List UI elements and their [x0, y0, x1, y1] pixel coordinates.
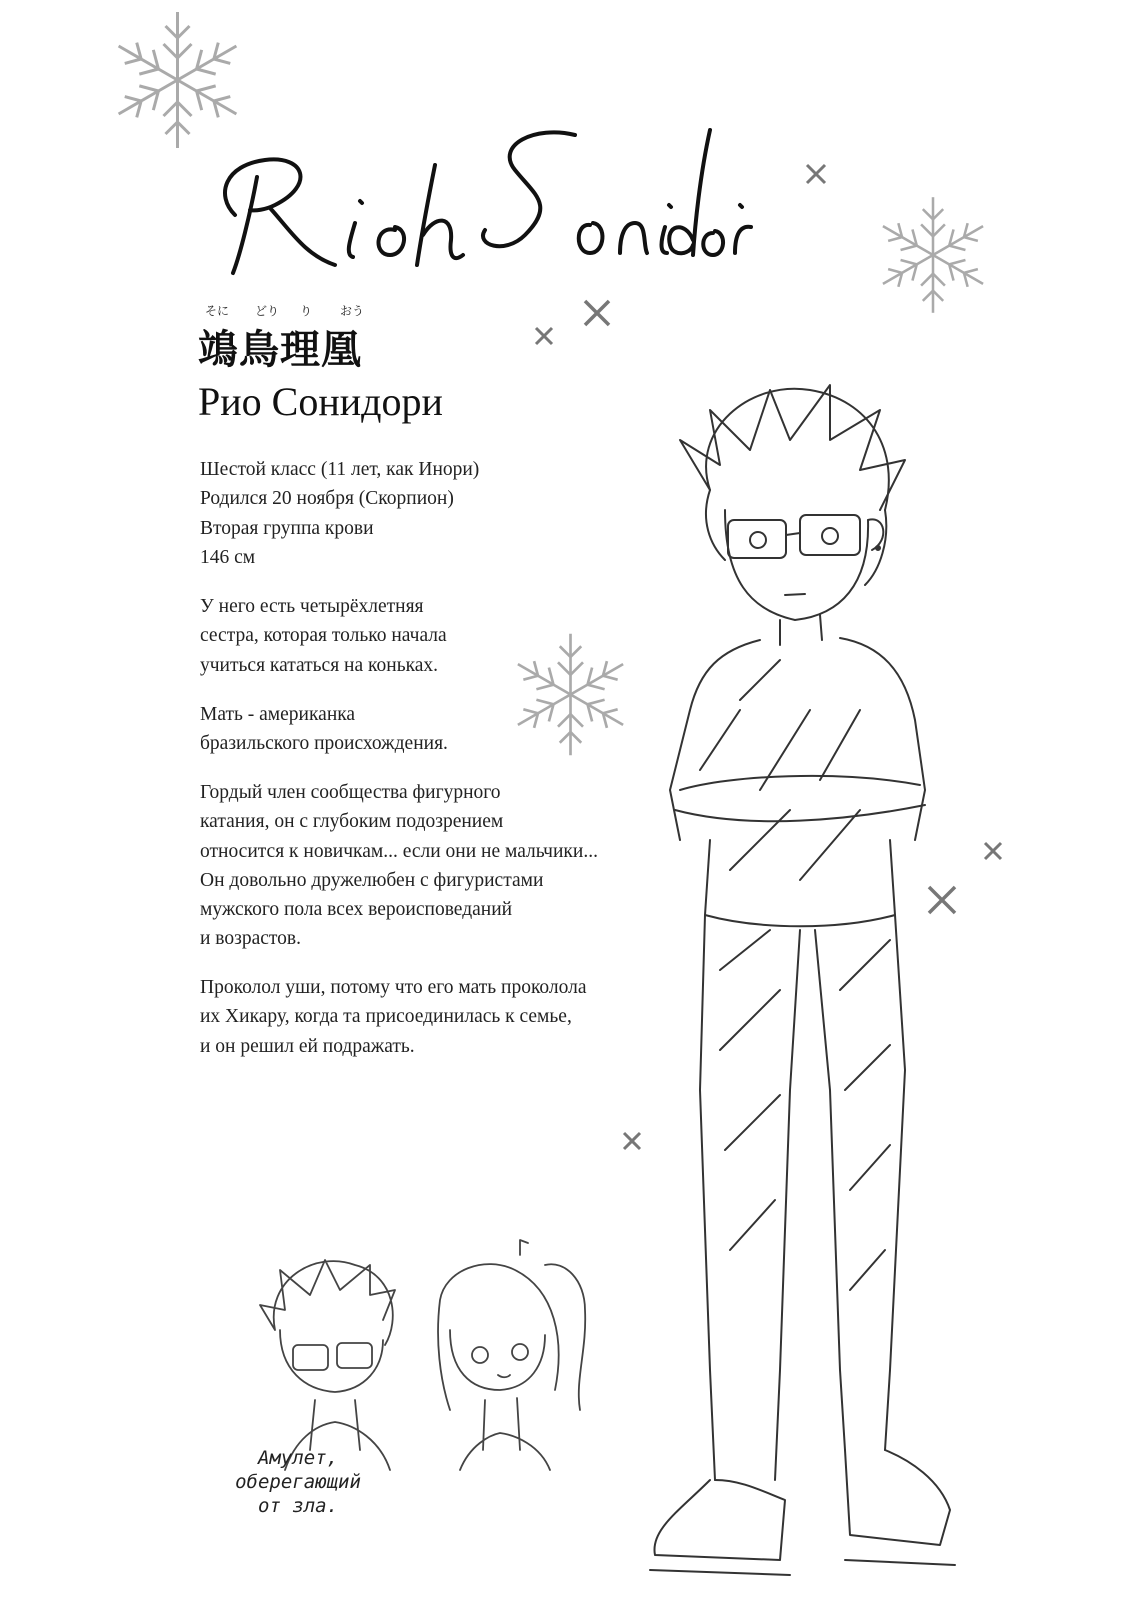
snowflake-top-right-icon [868, 195, 998, 315]
caption-line: оберегающий [235, 1471, 361, 1493]
character-sketch [640, 370, 980, 1590]
kanji-name: 鴗鳥理凰 [198, 327, 362, 373]
signature-logo [195, 105, 755, 285]
furigana: どり [255, 304, 280, 318]
caption-line: Амулет, [257, 1447, 339, 1469]
sparkle-icon [804, 162, 828, 186]
furigana: おう [340, 304, 365, 318]
text-line: Проколол уши, потому что его мать проколола [200, 977, 587, 998]
signature-text: Rioh Sonidori [195, 105, 201, 106]
stat-line: Шестой класс (11 лет, как Инори) [200, 459, 480, 480]
text-line: их Хикару, когда та присоединилась к семье, [200, 1006, 572, 1028]
sparkle-icon [533, 325, 555, 347]
stats-block [200, 455, 670, 572]
text-line: учиться кататься на коньках. [200, 654, 439, 676]
paragraph-ears [200, 973, 670, 1061]
text-line: относится к новичкам... если они не мальчики... [200, 840, 598, 862]
chibi-sketch [255, 1250, 615, 1470]
stat-line: 146 см [200, 546, 256, 568]
character-name: Рио Сонидори [198, 379, 443, 424]
text-line: Он довольно дружелюбен с фигуристами [200, 869, 544, 891]
furigana: り [300, 304, 313, 318]
text-line: катания, он с глубоким подозрением [200, 811, 504, 833]
stat-line: Вторая группа крови [200, 517, 374, 539]
text-line: бразильского происхождения. [200, 733, 448, 755]
text-line: У него есть четырёхлетняя [200, 596, 424, 617]
sparkle-icon [582, 298, 612, 328]
stat-line: Родился 20 ноября (Скорпион) [200, 488, 454, 510]
paragraph-mother [200, 700, 670, 759]
text-line: Гордый член сообщества фигурного [200, 782, 501, 803]
paragraph-sister [200, 592, 670, 680]
text-line: сестра, которая только начала [200, 625, 447, 647]
text-line: и возрастов. [200, 928, 301, 950]
text-line: Мать - американка [200, 704, 356, 725]
sketch-caption [228, 1446, 368, 1518]
text-line: мужского пола всех вероисповеданий [200, 899, 513, 921]
furigana: そに [205, 304, 230, 318]
text-line: и он решил ей подражать. [200, 1035, 415, 1057]
paragraph-community [200, 778, 670, 954]
sparkle-icon [982, 840, 1004, 862]
caption-line: от зла. [257, 1495, 339, 1517]
